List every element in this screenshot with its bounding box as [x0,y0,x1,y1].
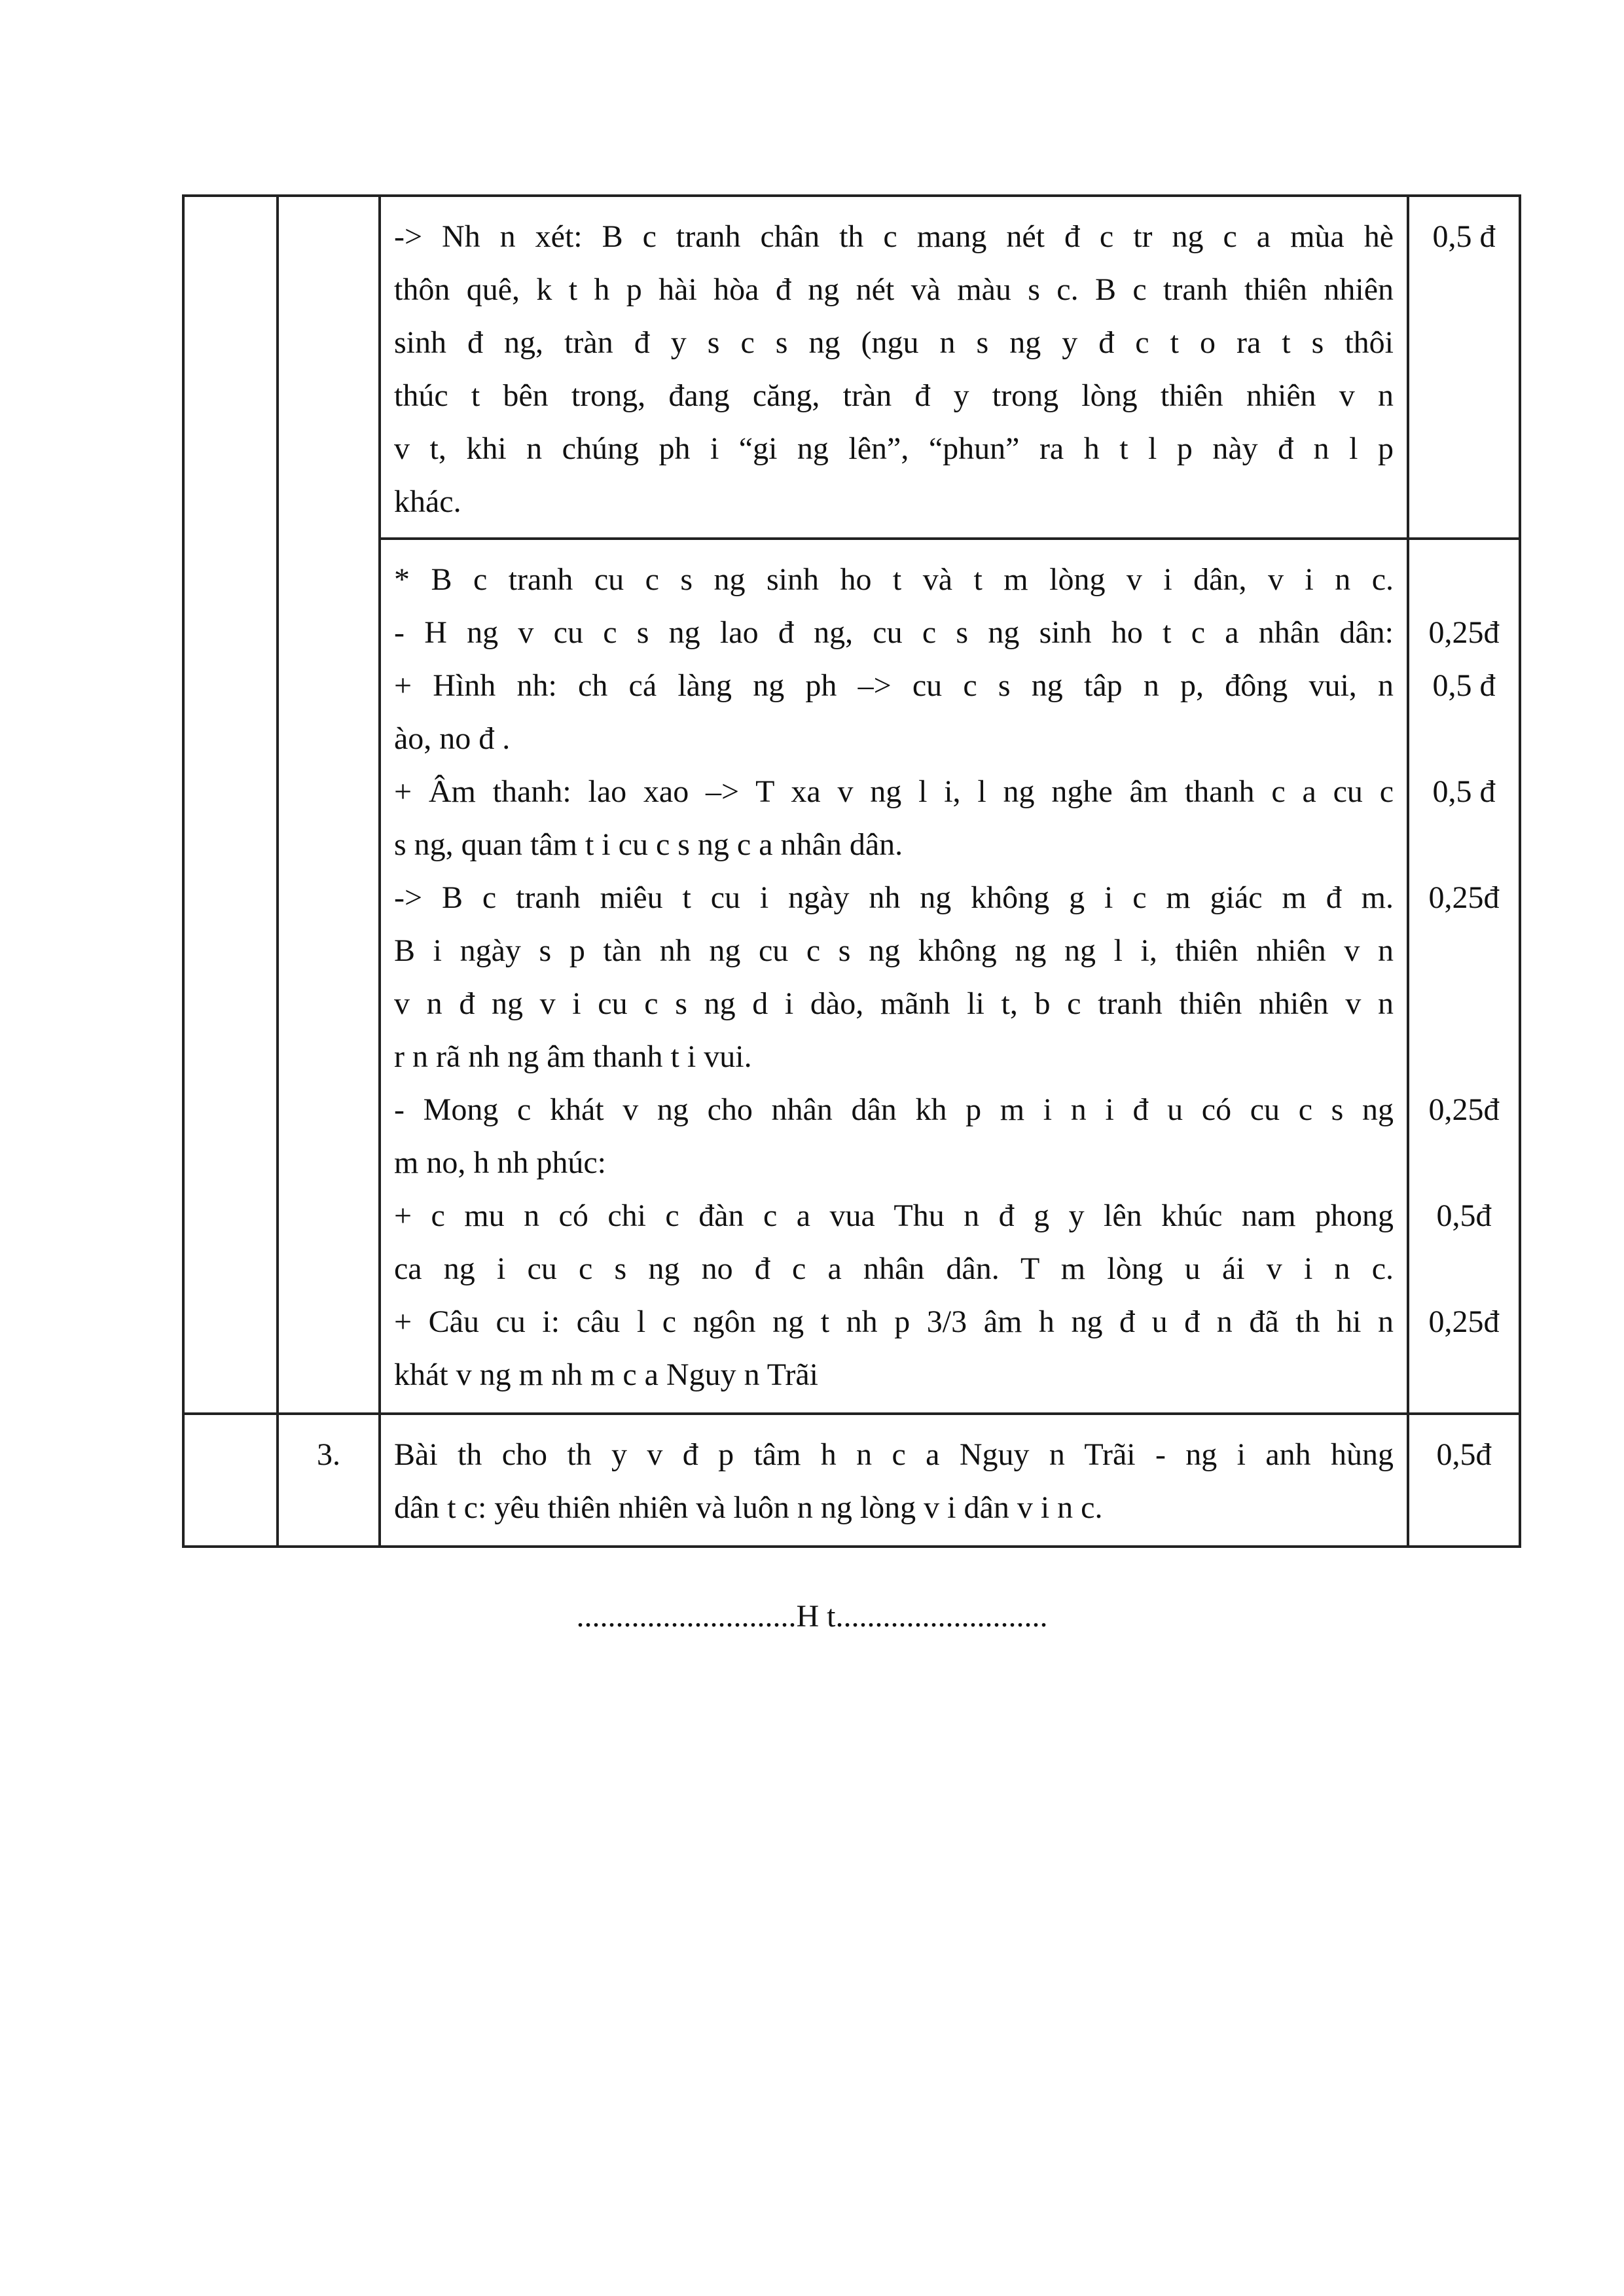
sub-question-number: 3. [317,1437,340,1472]
table-row [183,1414,1520,1547]
score-value: 0,25đ [1428,615,1500,650]
score-value: 0,25đ [1428,1304,1500,1339]
content-line: m no, h nh phúc: [394,1145,606,1180]
score-value: 0,25đ [1428,880,1500,915]
content-line: ca ng i cu c s ng no đ c a nhân dân. T m lòng u ái v i n c. [394,1251,1394,1286]
content-line: + Câu cu i: câu l c ngôn ng t nh p 3/3 âm h ng đ u đ n đã th hi n [394,1304,1394,1339]
table-row [183,196,1520,539]
score-value: 0,5đ [1436,1198,1492,1233]
question-cell [183,196,278,1414]
content-line: khát v ng m nh m c a Nguy n Trãi [394,1357,818,1392]
content-line: r n rã nh ng âm thanh t i vui. [394,1039,752,1074]
content-cell [380,1414,1408,1547]
score-cell [1408,1414,1520,1547]
content-cell [380,196,1408,539]
content-line: khác. [394,484,461,519]
content-line: v t, khi n chúng ph i “gi ng lên”, “phun” ra h t l p này đ n l p [394,431,1394,466]
score-value: 0,5 đ [1432,668,1496,703]
content-line: thúc t bên trong, đang căng, tràn đ y trong lòng thiên nhiên v n [394,378,1394,413]
table-row [183,539,1520,1414]
sub-question-cell [278,1414,380,1547]
score-value: 0,5đ [1436,1437,1492,1472]
answer-table [182,194,1521,1548]
content-line: v n đ ng v i cu c s ng d i dào, mãnh li t, b c tranh thiên nhiên v n [394,986,1394,1021]
score-value: 0,5 đ [1432,219,1496,254]
content-line: + Hình nh: ch cá làng ng ph –> cu c s ng tâp n p, đông vui, n [394,668,1394,703]
question-cell [183,1414,278,1547]
score-cell [1408,539,1520,1414]
content-line: Bài th cho th y v đ p tâm h n c a Nguy n Trãi - ng i anh hùng [394,1437,1394,1472]
content-line: B i ngày s p tàn nh ng cu c s ng không ng ng l i, thiên nhiên v n [394,933,1394,968]
content-line: -> Nh n xét: B c tranh chân th c mang nét đ c tr ng c a mùa hè [394,219,1394,254]
content-line: + Âm thanh: lao xao –> T xa v ng l i, l ng nghe âm thanh c a cu c [394,774,1394,809]
content-line: - Mong c khát v ng cho nhân dân kh p m i n i đ u có cu c s ng [394,1092,1394,1127]
content-line: dân t c: yêu thiên nhiên và luôn n ng lòng v i dân v i n c. [394,1490,1103,1525]
score-cell [1408,196,1520,539]
content-line: - H ng v cu c s ng lao đ ng, cu c s ng sinh ho t c a nhân dân: [394,615,1394,650]
content-line: ào, no đ . [394,721,511,756]
content-line: + c mu n có chi c đàn c a vua Thu n đ g y lên khúc nam phong [394,1198,1394,1233]
end-marker: ............................H t........................... [576,1599,1048,1634]
score-value: 0,5 đ [1432,774,1496,809]
content-line: s ng, quan tâm t i cu c s ng c a nhân dân. [394,827,903,862]
content-line: sinh đ ng, tràn đ y s c s ng (ngu n s ng y đ c t o ra t s thôi [394,325,1394,360]
score-value: 0,25đ [1428,1092,1500,1127]
content-line: thôn quê, k t h p hài hòa đ ng nét và màu s c. B c tranh thiên nhiên [394,272,1394,307]
content-line: -> B c tranh miêu t cu i ngày nh ng không g i c m giác m đ m. [394,880,1394,915]
sub-question-cell [278,196,380,1414]
content-line: * B c tranh cu c s ng sinh ho t và t m lòng v i dân, v i n c. [394,562,1394,597]
content-cell [380,539,1408,1414]
